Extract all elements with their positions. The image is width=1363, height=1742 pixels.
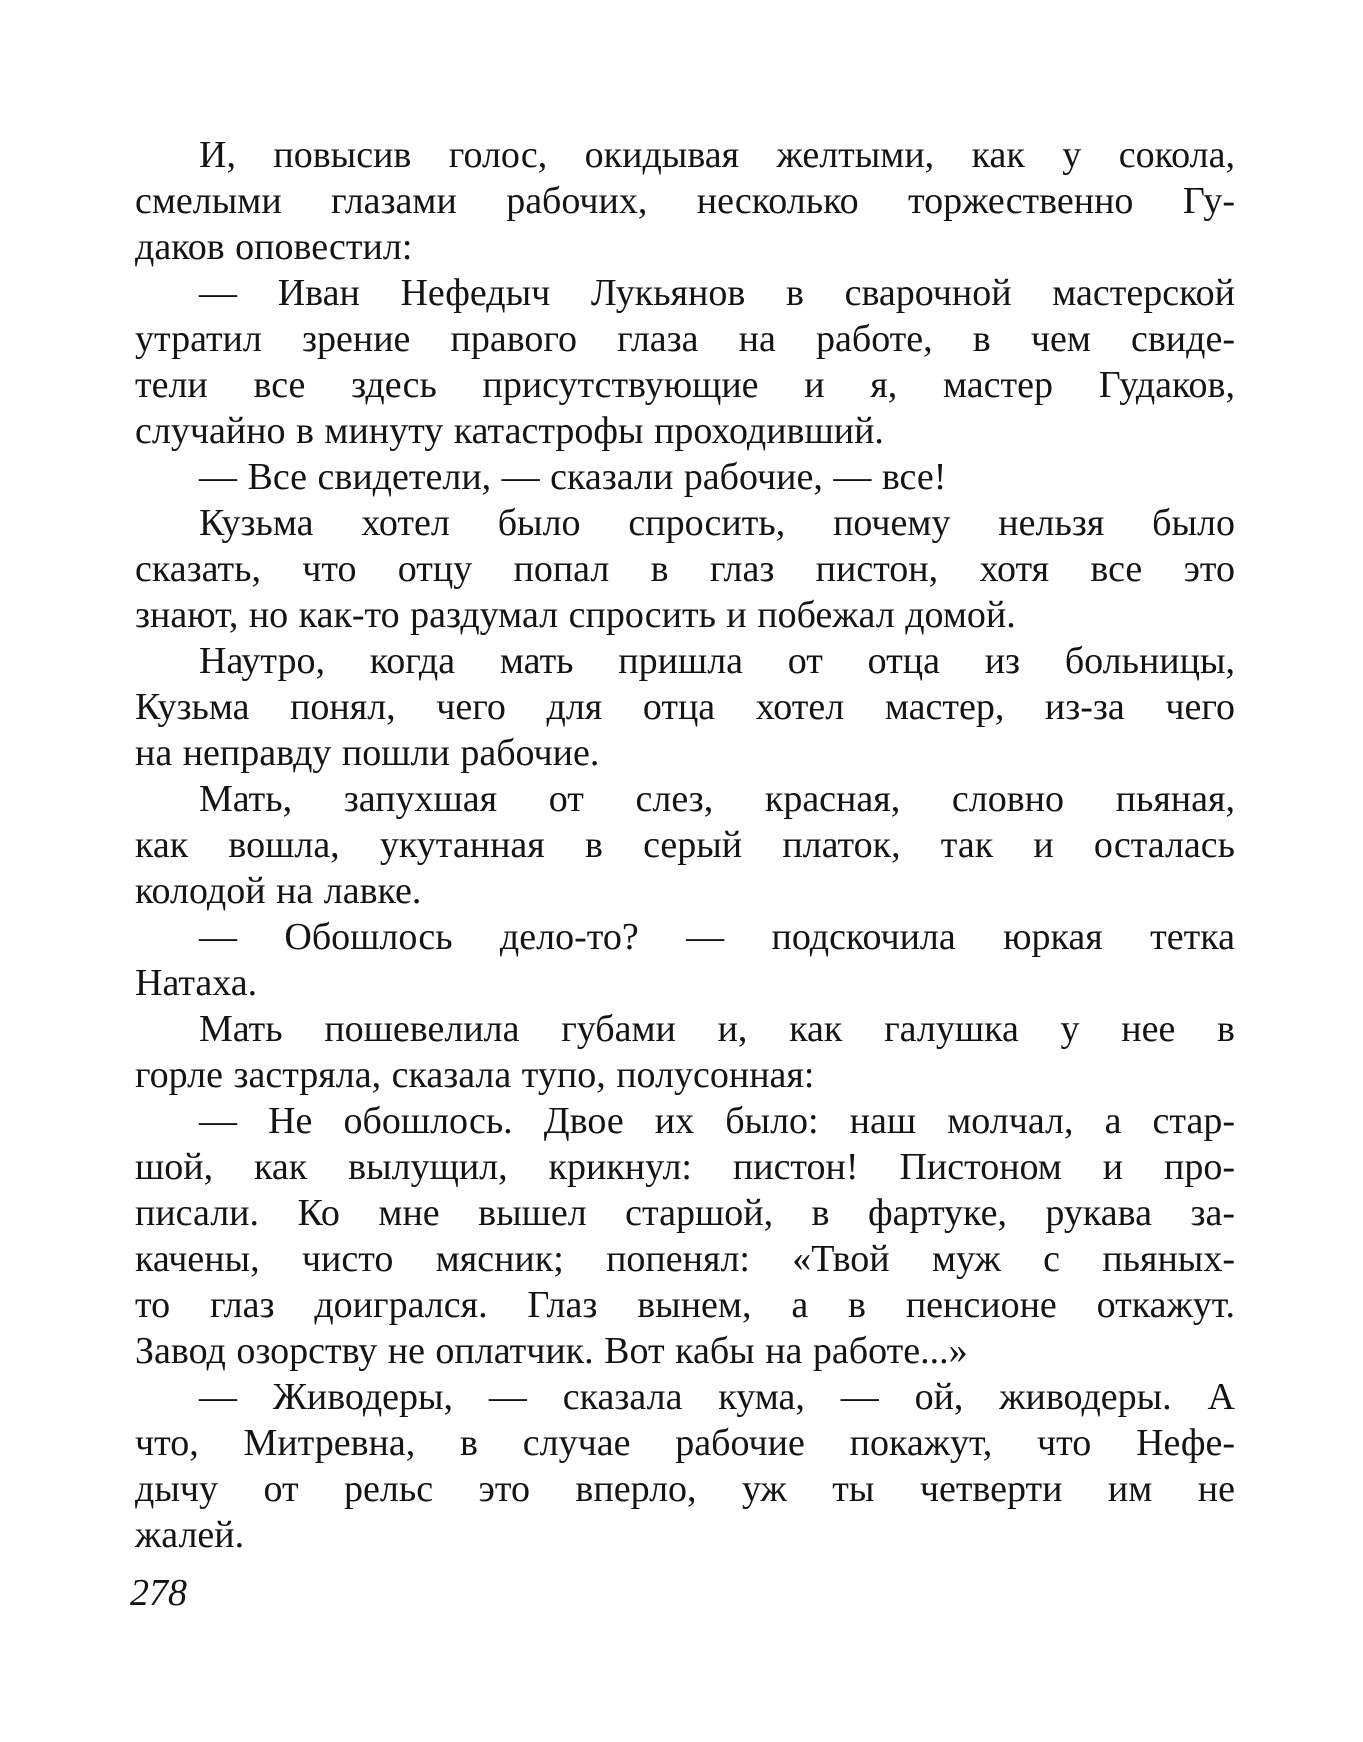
text-line: что, Митревна, в случае рабочие покажут, что Нефе- (135, 1422, 1235, 1464)
text-line: утратил зрение правого глаза на работе, в чем свиде- (135, 318, 1235, 360)
text-line: сказать, что отцу попал в глаз пистон, хотя все это (135, 548, 1235, 590)
text-line: жалей. (135, 1514, 245, 1556)
text-line: тели все здесь присутствующие и я, мастер Гудаков, (135, 364, 1235, 406)
text-line: дычу от рельс это вперло, уж ты четверти им не (135, 1468, 1235, 1510)
text-line: шой, как вылущил, крикнул: пистон! Пистоном и про- (135, 1146, 1235, 1188)
text-line: — Живодеры, — сказала кума, — ой, живодеры. А (199, 1376, 1235, 1418)
text-line: И, повысив голос, окидывая желтыми, как у сокола, (199, 134, 1235, 176)
page-number: 278 (130, 1572, 187, 1614)
text-line: Кузьма понял, чего для отца хотел мастер, из-за чего (135, 686, 1235, 728)
paragraph (135, 500, 1235, 638)
paragraph (135, 454, 1235, 500)
paragraph (135, 638, 1235, 776)
paragraph (135, 132, 1235, 270)
paragraph (135, 914, 1235, 1006)
paragraph (135, 1006, 1235, 1098)
text-line: — Иван Нефедыч Лукьянов в сварочной мастерской (199, 272, 1235, 314)
paragraph (135, 1374, 1235, 1558)
text-line: — Не обошлось. Двое их было: наш молчал, а стар- (199, 1100, 1235, 1142)
text-line: как вошла, укутанная в серый платок, так и осталась (135, 824, 1235, 866)
text-line: на неправду пошли рабочие. (135, 732, 600, 774)
text-line: даков оповестил: (135, 226, 413, 268)
text-line: Наутро, когда мать пришла от отца из больницы, (199, 640, 1235, 682)
text-line: Натаха. (135, 962, 258, 1004)
paragraph (135, 776, 1235, 914)
text-line: писали. Ко мне вышел старшой, в фартуке, рукава за- (135, 1192, 1235, 1234)
paragraph (135, 270, 1235, 454)
paragraph (135, 1098, 1235, 1374)
text-line: знают, но как-то раздумал спросить и побежал домой. (135, 594, 1016, 636)
text-line: колодой на лавке. (135, 870, 422, 912)
text-line: — Все свидетели, — сказали рабочие, — все! (199, 456, 947, 498)
text-line: Завод озорству не оплатчик. Вот кабы на работе...» (135, 1330, 968, 1372)
text-line: случайно в минуту катастрофы проходивший. (135, 410, 884, 452)
text-line: — Обошлось дело-то? — подскочила юркая тетка (199, 916, 1235, 958)
text-line: Мать пошевелила губами и, как галушка у нее в (199, 1008, 1235, 1050)
text-line: то глаз доигрался. Глаз вынем, а в пенсионе откажут. (135, 1284, 1235, 1326)
body-text (135, 132, 1235, 1558)
text-line: смелыми глазами рабочих, несколько торжественно Гу- (135, 180, 1235, 222)
text-line: Мать, запухшая от слез, красная, словно пьяная, (199, 778, 1235, 820)
text-line: Кузьма хотел было спросить, почему нельзя было (199, 502, 1235, 544)
text-line: качены, чисто мясник; попенял: «Твой муж с пьяных- (135, 1238, 1235, 1280)
text-line: горле застряла, сказала тупо, полусонная: (135, 1054, 815, 1096)
